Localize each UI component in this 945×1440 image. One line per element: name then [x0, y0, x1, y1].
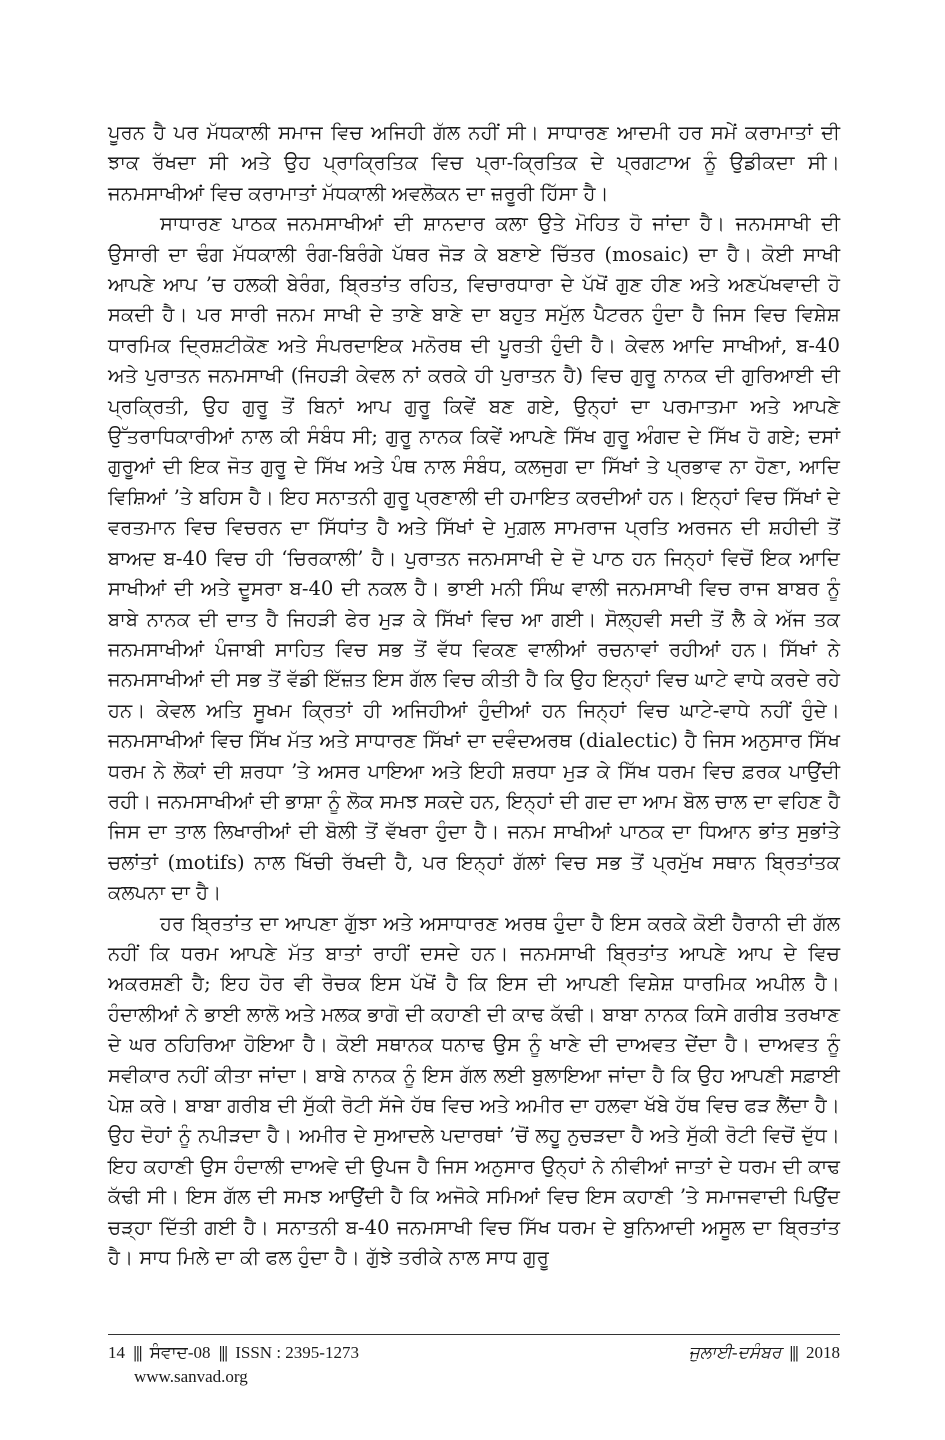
footer-divider — [108, 1334, 840, 1335]
footer-separator: ||| — [133, 1343, 142, 1362]
footer-right — [689, 1342, 840, 1364]
page-number: 14 — [108, 1343, 125, 1362]
footer-separator: ||| — [218, 1343, 227, 1362]
issn-number: ISSN : 2395-1273 — [235, 1343, 359, 1362]
article-body — [108, 118, 840, 1273]
journal-name: ਸੰਵਾਦ-08 — [149, 1343, 211, 1362]
website-url: www.sanvad.org — [134, 1367, 248, 1386]
paragraph-narrative-meaning: ਹਰ ਬ੍ਰਿਤਾਂਤ ਦਾ ਆਪਣਾ ਗੁੱਝਾ ਅਤੇ ਅਸਾਧਾਰਣ ਅਰਥ ਹੁੰਦਾ ਹੈ ਇਸ ਕਰਕੇ ਕੋਈ ਹੈਰਾਨੀ ਦੀ ਗੱਲ ਨਹੀਂ ਕਿ ਧਰਮ ਆਪਣੇ ਮੱਤ ਬਾਤਾਂ ਰਾਹੀਂ ਦਸਦੇ ਹਨ। ਜਨਮਸਾਖੀ ਬ੍ਰਿਤਾਂਤ ਆਪਣੇ ਆਪ ਦੇ ਵਿਚ ਅਕਰਸ਼ਣੀ ਹੈ; ਇਹ ਹੋਰ ਵੀ ਰੋਚਕ ਇਸ ਪੱਖੋਂ ਹੈ ਕਿ ਇਸ ਦੀ ਆਪਣੀ ਵਿਸ਼ੇਸ਼ ਧਾਰਮਿਕ ਅਪੀਲ ਹੈ। ਹੰਦਾਲੀਆਂ ਨੇ ਭਾਈ ਲਾਲੋ ਅਤੇ ਮਲਕ ਭਾਗੋ ਦੀ ਕਹਾਣੀ ਦੀ ਕਾਢ ਕੱਢੀ। ਬਾਬਾ ਨਾਨਕ ਕਿਸੇ ਗਰੀਬ ਤਰਖਾਣ ਦੇ ਘਰ ਠਹਿਰਿਆ ਹੋਇਆ ਹੈ। ਕੋਈ ਸਥਾਨਕ ਧਨਾਢ ਉਸ ਨੂੰ ਖਾਣੇ ਦੀ ਦਾਅਵਤ ਦੇਂਦਾ ਹੈ। ਦਾਅਵਤ ਨੂੰ ਸਵੀਕਾਰ ਨਹੀਂ ਕੀਤਾ ਜਾਂਦਾ। ਬਾਬੇ ਨਾਨਕ ਨੂੰ ਇਸ ਗੱਲ ਲਈ ਬੁਲਾਇਆ ਜਾਂਦਾ ਹੈ ਕਿ ਉਹ ਆਪਣੀ ਸਫ਼ਾਈ ਪੇਸ਼ ਕਰੇ। ਬਾਬਾ ਗਰੀਬ ਦੀ ਸੁੱਕੀ ਰੋਟੀ ਸੱਜੇ ਹੱਥ ਵਿਚ ਅਤੇ ਅਮੀਰ ਦਾ ਹਲਵਾ ਖੱਬੇ ਹੱਥ ਵਿਚ ਫੜ ਲੈਂਦਾ ਹੈ। ਉਹ ਦੋਹਾਂ ਨੂੰ ਨਪੀੜਦਾ ਹੈ। ਅਮੀਰ ਦੇ ਸੁਆਦਲੇ ਪਦਾਰਥਾਂ ’ਚੋਂ ਲਹੂ ਨੁਚੜਦਾ ਹੈ ਅਤੇ ਸੁੱਕੀ ਰੋਟੀ ਵਿਚੋਂ ਦੁੱਧ। ਇਹ ਕਹਾਣੀ ਉਸ ਹੰਦਾਲੀ ਦਾਅਵੇ ਦੀ ਉਪਜ ਹੈ ਜਿਸ ਅਨੁਸਾਰ ਉਨ੍ਹਾਂ ਨੇ ਨੀਵੀਆਂ ਜਾਤਾਂ ਦੇ ਧਰਮ ਦੀ ਕਾਢ ਕੱਢੀ ਸੀ। ਇਸ ਗੱਲ ਦੀ ਸਮਝ ਆਉਂਦੀ ਹੈ ਕਿ ਅਜੋਕੇ ਸਮਿਆਂ ਵਿਚ ਇਸ ਕਹਾਣੀ ’ਤੇ ਸਮਾਜਵਾਦੀ ਪਿਉਂਦ ਚੜ੍ਹਾ ਦਿੱਤੀ ਗਈ ਹੈ। ਸਨਾਤਨੀ ਬ-40 ਜਨਮਸਾਖੀ ਵਿਚ ਸਿੱਖ ਧਰਮ ਦੇ ਬੁਨਿਆਦੀ ਅਸੂਲ ਦਾ ਬ੍ਰਿਤਾਂਤ ਹੈ। ਸਾਧ ਮਿਲੇ ਦਾ ਕੀ ਫਲ ਹੁੰਦਾ ਹੈ। ਗੁੱਝੇ ਤਰੀਕੇ ਨਾਲ ਸਾਧ ਗੁਰੂ — [108, 911, 840, 1270]
issue-year: 2018 — [806, 1343, 840, 1362]
footer-separator: ||| — [789, 1343, 798, 1362]
issue-months: ਜੁਲਾਈ-ਦਸੰਬਰ — [688, 1343, 782, 1362]
footer-left — [108, 1342, 359, 1364]
paragraph-continuation: ਪੂਰਨ ਹੈ ਪਰ ਮੱਧਕਾਲੀ ਸਮਾਜ ਵਿਚ ਅਜਿਹੀ ਗੱਲ ਨਹੀਂ ਸੀ। ਸਾਧਾਰਣ ਆਦਮੀ ਹਰ ਸਮੇਂ ਕਰਾਮਾਤਾਂ ਦੀ ਝਾਕ ਰੱਖਦਾ ਸੀ ਅਤੇ ਉਹ ਪ੍ਰਾਕ੍ਰਿਤਿਕ ਵਿਚ ਪ੍ਰਾ-ਕ੍ਰਿਤਿਕ ਦੇ ਪ੍ਰਗਟਾਅ ਨੂੰ ਉਡੀਕਦਾ ਸੀ। ਜਨਮਸਾਖੀਆਂ ਵਿਚ ਕਰਾਮਾਤਾਂ ਮੱਧਕਾਲੀ ਅਵਲੋਕਨ ਦਾ ਜ਼ਰੂਰੀ ਹਿੱਸਾ ਹੈ। — [108, 121, 840, 205]
paragraph-janamsakhi-art: ਸਾਧਾਰਣ ਪਾਠਕ ਜਨਮਸਾਖੀਆਂ ਦੀ ਸ਼ਾਨਦਾਰ ਕਲਾ ਉਤੇ ਮੋਹਿਤ ਹੋ ਜਾਂਦਾ ਹੈ। ਜਨਮਸਾਖੀ ਦੀ ਉਸਾਰੀ ਦਾ ਢੰਗ ਮੱਧਕਾਲੀ ਰੰਗ-ਬਿਰੰਗੇ ਪੱਥਰ ਜੋੜ ਕੇ ਬਣਾਏ ਚਿੱਤਰ (mosaic) ਦਾ ਹੈ। ਕੋਈ ਸਾਖੀ ਆਪਣੇ ਆਪ ’ਚ ਹਲਕੀ ਬੇਰੰਗ, ਬ੍ਰਿਤਾਂਤ ਰਹਿਤ, ਵਿਚਾਰਧਾਰਾ ਦੇ ਪੱਖੋਂ ਗੁਣ ਹੀਣ ਅਤੇ ਅਣਪੱਖਵਾਦੀ ਹੋ ਸਕਦੀ ਹੈ। ਪਰ ਸਾਰੀ ਜਨਮ ਸਾਖੀ ਦੇ ਤਾਣੇ ਬਾਣੇ ਦਾ ਬਹੁਤ ਸਮੁੱਲ ਪੈਟਰਨ ਹੁੰਦਾ ਹੈ ਜਿਸ ਵਿਚ ਵਿਸ਼ੇਸ਼ ਧਾਰਮਿਕ ਦ੍ਰਿਸ਼ਟੀਕੋਣ ਅਤੇ ਸੰਪਰਦਾਇਕ ਮਨੋਰਥ ਦੀ ਪੂਰਤੀ ਹੁੰਦੀ ਹੈ। ਕੇਵਲ ਆਦਿ ਸਾਖੀਆਂ, ਬ-40 ਅਤੇ ਪੁਰਾਤਨ ਜਨਮਸਾਖੀ (ਜਿਹੜੀ ਕੇਵਲ ਨਾਂ ਕਰਕੇ ਹੀ ਪੁਰਾਤਨ ਹੈ) ਵਿਚ ਗੁਰੂ ਨਾਨਕ ਦੀ ਗੁਰਿਆਈ ਦੀ ਪ੍ਰਕ੍ਰਿਤੀ, ਉਹ ਗੁਰੂ ਤੋਂ ਬਿਨਾਂ ਆਪ ਗੁਰੂ ਕਿਵੇਂ ਬਣ ਗਏ, ਉਨ੍ਹਾਂ ਦਾ ਪਰਮਾਤਮਾ ਅਤੇ ਆਪਣੇ ਉੱਤਰਾਧਿਕਾਰੀਆਂ ਨਾਲ ਕੀ ਸੰਬੰਧ ਸੀ; ਗੁਰੂ ਨਾਨਕ ਕਿਵੇਂ ਆਪਣੇ ਸਿੱਖ ਗੁਰੂ ਅੰਗਦ ਦੇ ਸਿੱਖ ਹੋ ਗਏ; ਦਸਾਂ ਗੁਰੂਆਂ ਦੀ ਇਕ ਜੋਤ ਗੁਰੂ ਦੇ ਸਿੱਖ ਅਤੇ ਪੰਥ ਨਾਲ ਸੰਬੰਧ, ਕਲਜੁਗ ਦਾ ਸਿੱਖਾਂ ਤੇ ਪ੍ਰਭਾਵ ਨਾ ਹੋਣਾ, ਆਦਿ ਵਿਸ਼ਿਆਂ ’ਤੇ ਬਹਿਸ ਹੈ। ਇਹ ਸਨਾਤਨੀ ਗੁਰੂ ਪ੍ਰਣਾਲੀ ਦੀ ਹਮਾਇਤ ਕਰਦੀਆਂ ਹਨ। ਇਨ੍ਹਾਂ ਵਿਚ ਸਿੱਖਾਂ ਦੇ ਵਰਤਮਾਨ ਵਿਚ ਵਿਚਰਨ ਦਾ ਸਿੱਧਾਂਤ ਹੈ ਅਤੇ ਸਿੱਖਾਂ ਦੇ ਮੁਗ਼ਲ ਸਾਮਰਾਜ ਪ੍ਰਤਿ ਅਰਜਨ ਦੀ ਸ਼ਹੀਦੀ ਤੋਂ ਬਾਅਦ ਬ-40 ਵਿਚ ਹੀ ‘ਚਿਰਕਾਲੀ’ ਹੈ। ਪੁਰਾਤਨ ਜਨਮਸਾਖੀ ਦੇ ਦੋ ਪਾਠ ਹਨ ਜਿਨ੍ਹਾਂ ਵਿਚੋਂ ਇਕ ਆਦਿ ਸਾਖੀਆਂ ਦੀ ਅਤੇ ਦੂਸਰਾ ਬ-40 ਦੀ ਨਕਲ ਹੈ। ਭਾਈ ਮਨੀ ਸਿੰਘ ਵਾਲੀ ਜਨਮਸਾਖੀ ਵਿਚ ਰਾਜ ਬਾਬਰ ਨੂੰ ਬਾਬੇ ਨਾਨਕ ਦੀ ਦਾਤ ਹੈ ਜਿਹੜੀ ਫੇਰ ਮੁੜ ਕੇ ਸਿੱਖਾਂ ਵਿਚ ਆ ਗਈ। ਸੋਲ੍ਹਵੀ ਸਦੀ ਤੋਂ ਲੈ ਕੇ ਅੱਜ ਤਕ ਜਨਮਸਾਖੀਆਂ ਪੰਜਾਬੀ ਸਾਹਿਤ ਵਿਚ ਸਭ ਤੋਂ ਵੱਧ ਵਿਕਣ ਵਾਲੀਆਂ ਰਚਨਾਵਾਂ ਰਹੀਆਂ ਹਨ। ਸਿੱਖਾਂ ਨੇ ਜਨਮਸਾਖੀਆਂ ਦੀ ਸਭ ਤੋਂ ਵੱਡੀ ਇੱਜ਼ਤ ਇਸ ਗੱਲ ਵਿਚ ਕੀਤੀ ਹੈ ਕਿ ਉਹ ਇਨ੍ਹਾਂ ਵਿਚ ਘਾਟੇ ਵਾਧੇ ਕਰਦੇ ਰਹੇ ਹਨ। ਕੇਵਲ ਅਤਿ ਸੂਖਮ ਕ੍ਰਿਤਾਂ ਹੀ ਅਜਿਹੀਆਂ ਹੁੰਦੀਆਂ ਹਨ ਜਿਨ੍ਹਾਂ ਵਿਚ ਘਾਟੇ-ਵਾਧੇ ਨਹੀਂ ਹੁੰਦੇ। ਜਨਮਸਾਖੀਆਂ ਵਿਚ ਸਿੱਖ ਮੱਤ ਅਤੇ ਸਾਧਾਰਣ ਸਿੱਖਾਂ ਦਾ ਦਵੰਦਅਰਥ (dialectic) ਹੈ ਜਿਸ ਅਨੁਸਾਰ ਸਿੱਖ ਧਰਮ ਨੇ ਲੋਕਾਂ ਦੀ ਸ਼ਰਧਾ ’ਤੇ ਅਸਰ ਪਾਇਆ ਅਤੇ ਇਹੀ ਸ਼ਰਧਾ ਮੁੜ ਕੇ ਸਿੱਖ ਧਰਮ ਵਿਚ ਫ਼ਰਕ ਪਾਉਂਦੀ ਰਹੀ। ਜਨਮਸਾਖੀਆਂ ਦੀ ਭਾਸ਼ਾ ਨੂੰ ਲੋਕ ਸਮਝ ਸਕਦੇ ਹਨ, ਇਨ੍ਹਾਂ ਦੀ ਗਦ ਦਾ ਆਮ ਬੋਲ ਚਾਲ ਦਾ ਵਹਿਣ ਹੈ ਜਿਸ ਦਾ ਤਾਲ ਲਿਖਾਰੀਆਂ ਦੀ ਬੋਲੀ ਤੋਂ ਵੱਖਰਾ ਹੁੰਦਾ ਹੈ। ਜਨਮ ਸਾਖੀਆਂ ਪਾਠਕ ਦਾ ਧਿਆਨ ਭਾਂਤ ਸੁਭਾਂਤੇ ਚਲਾਂਤਾਂ (motifs) ਨਾਲ ਖਿੱਚੀ ਰੱਖਦੀ ਹੈ, ਪਰ ਇਨ੍ਹਾਂ ਗੱਲਾਂ ਵਿਚ ਸਭ ਤੋਂ ਪ੍ਰਮੁੱਖ ਸਥਾਨ ਬ੍ਰਿਤਾਂਤਕ ਕਲਪਨਾ ਦਾ ਹੈ। — [108, 212, 840, 905]
